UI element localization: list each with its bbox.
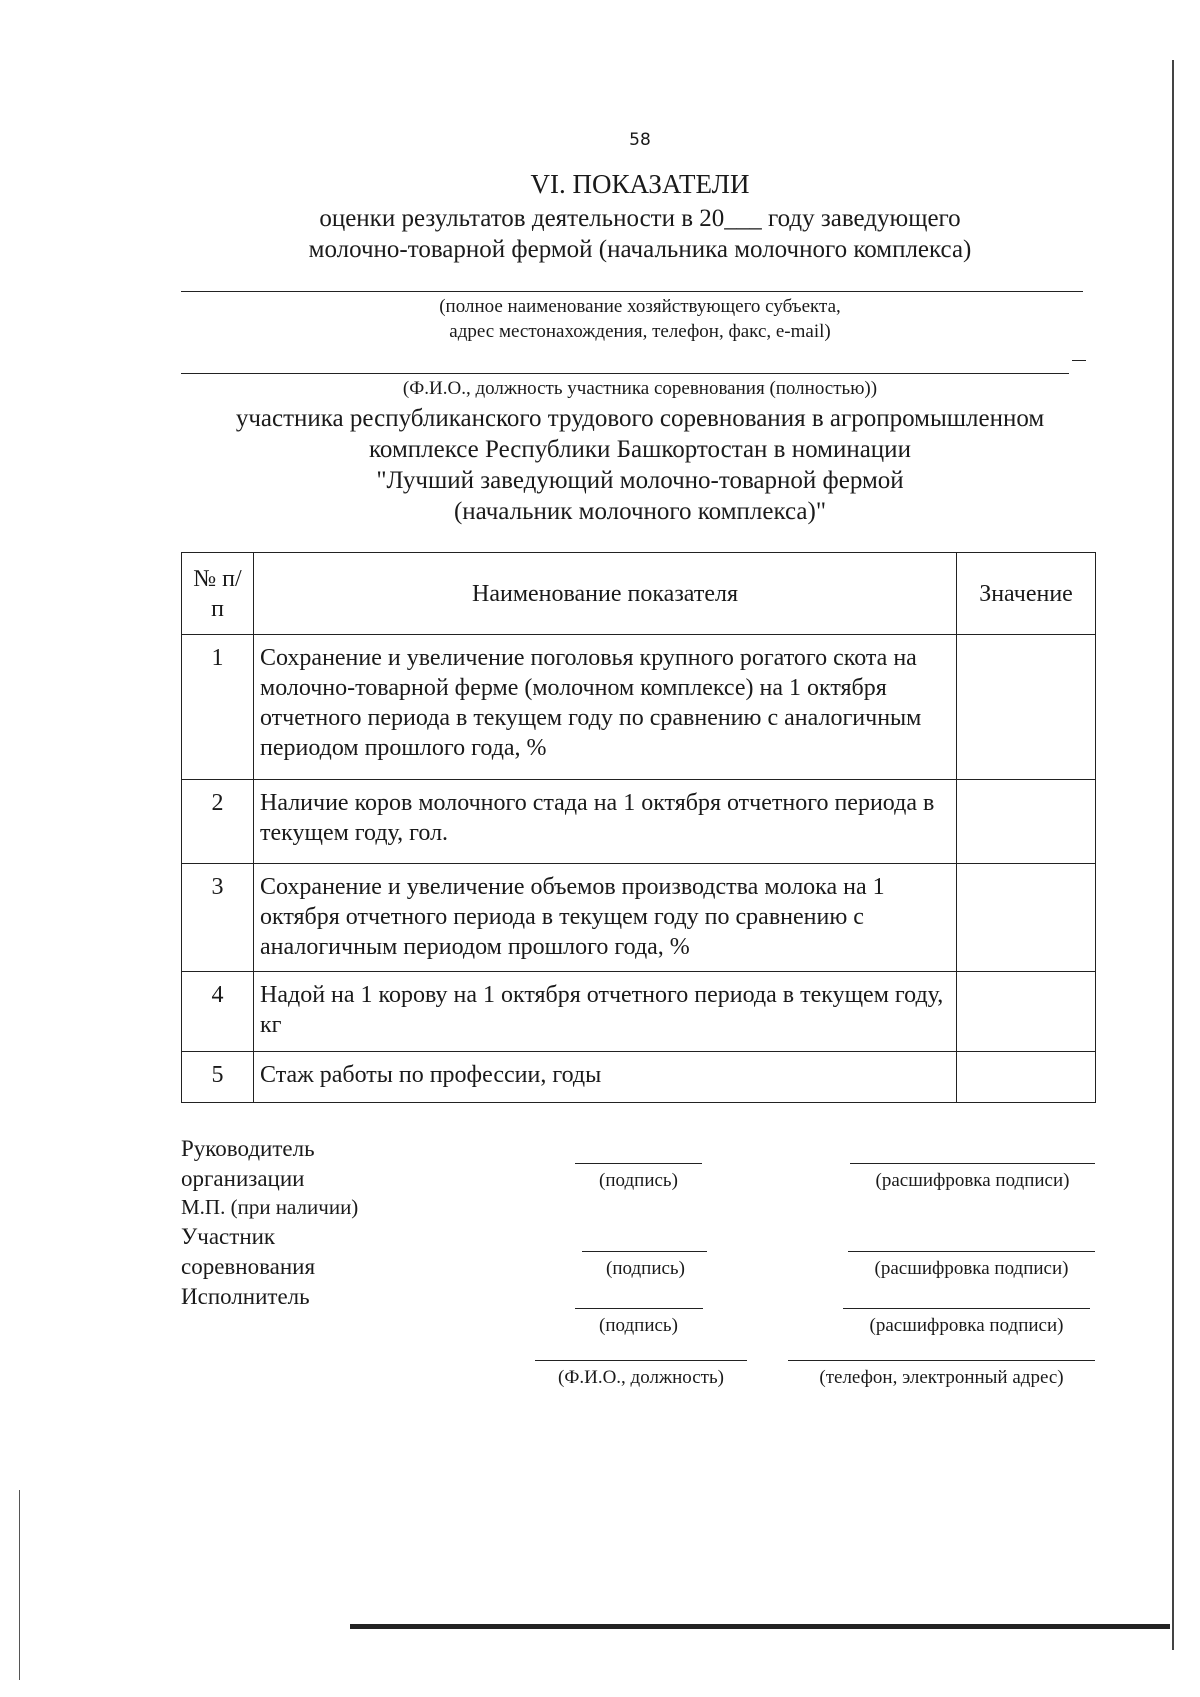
subtitle-line-3: "Лучший заведующий молочно-товарной фермой (376, 467, 904, 494)
participant-label-1: Участник (181, 1224, 276, 1249)
participant-decoding-caption: (расшифровка подписи) (874, 1258, 1069, 1279)
entity-caption-2: адрес местонахождения, телефон, факс, e-mail) (449, 321, 831, 342)
row-value (957, 1052, 1096, 1103)
row-value (957, 864, 1096, 972)
table-row (182, 972, 1096, 1052)
executor-signature-caption: (подпись) (599, 1315, 678, 1336)
row-name: Надой на 1 корову на 1 октября отчетного периода в текущем году, кг (254, 972, 957, 1052)
table-header-row (182, 553, 1096, 635)
scan-edge-left (19, 1490, 20, 1680)
executor-label: Исполнитель (181, 1284, 310, 1309)
page-number: 58 (629, 130, 651, 150)
title-line-2: оценки результатов деятельности в 20___ году заведующего (319, 205, 961, 232)
table-row (182, 864, 1096, 972)
section-title: VI. ПОКАЗАТЕЛИ (530, 169, 750, 199)
row-value (957, 780, 1096, 864)
title-line-3: молочно-товарной фермой (начальника молочного комплекса) (308, 236, 972, 263)
participant-caption: (Ф.И.О., должность участника соревнования (полностью)) (402, 378, 878, 399)
subtitle-line-4: (начальник молочного комплекса)" (453, 498, 827, 525)
head-decoding-line (850, 1163, 1095, 1164)
entity-name-line (181, 291, 1083, 292)
head-label-2: организации (181, 1166, 305, 1191)
row-num: 5 (182, 1052, 254, 1103)
entity-caption-1: (полное наименование хозяйствующего субъекта, (439, 296, 841, 317)
scan-edge-bottom (350, 1624, 1170, 1629)
stamp-label: М.П. (при наличии) (181, 1195, 359, 1219)
table-row (182, 1052, 1096, 1103)
row-num: 2 (182, 780, 254, 864)
row-value (957, 972, 1096, 1052)
participant-signature-caption: (подпись) (606, 1258, 685, 1279)
row-num: 3 (182, 864, 254, 972)
header-num: № п/п (182, 553, 254, 635)
header-value: Значение (957, 553, 1096, 635)
table-row (182, 780, 1096, 864)
row-num: 4 (182, 972, 254, 1052)
head-label-1: Руководитель (181, 1136, 315, 1161)
participant-name-line (181, 373, 1069, 374)
executor-signature-line (575, 1308, 703, 1309)
header-name: Наименование показателя (254, 553, 957, 635)
participant-signature-line (582, 1251, 707, 1252)
executor-name-caption: (Ф.И.О., должность) (558, 1367, 724, 1388)
row-name: Сохранение и увеличение объемов производства молока на 1 октября отчетного периода в текущем году по сравнению с аналогичным периодом прошлого года, % (254, 864, 957, 972)
participant-name-dash (1072, 360, 1086, 361)
head-signature-caption: (подпись) (599, 1170, 678, 1191)
row-name: Стаж работы по профессии, годы (254, 1052, 957, 1103)
subtitle-line-2: комплексе Республики Башкортостан в номинации (369, 436, 911, 463)
row-value (957, 635, 1096, 780)
head-signature-line (575, 1163, 702, 1164)
participant-decoding-line (848, 1251, 1095, 1252)
head-decoding-caption: (расшифровка подписи) (875, 1170, 1070, 1191)
row-name: Наличие коров молочного стада на 1 октября отчетного периода в текущем году, гол. (254, 780, 957, 864)
executor-decoding-line (843, 1308, 1090, 1309)
row-num: 1 (182, 635, 254, 780)
executor-contact-caption: (телефон, электронный адрес) (819, 1367, 1064, 1388)
indicators-table (181, 552, 1096, 1103)
executor-contact-line (788, 1360, 1095, 1361)
participant-label-2: соревнования (181, 1254, 316, 1279)
subtitle-line-1: участника республиканского трудового соревнования в агропромышленном (235, 405, 1045, 432)
executor-name-line (535, 1360, 747, 1361)
table-row (182, 635, 1096, 780)
executor-decoding-caption: (расшифровка подписи) (869, 1315, 1064, 1336)
row-name: Сохранение и увеличение поголовья крупного рогатого скота на молочно-товарной ферме (молочном комплексе) на 1 октября отчетного периода в текущем году по сравнению с аналогичным периодом прошлого года, % (254, 635, 957, 780)
